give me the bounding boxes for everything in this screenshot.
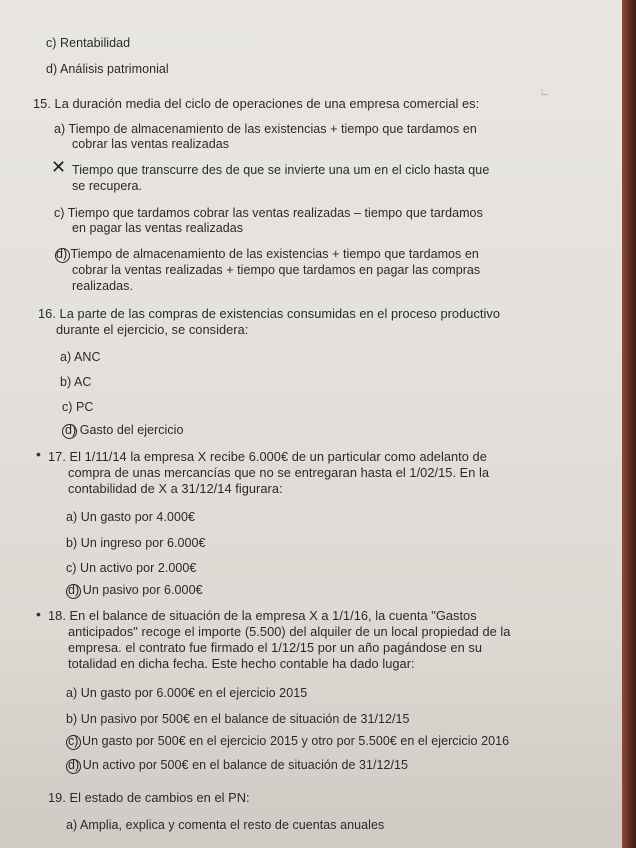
option-16d: d) Gasto del ejercicio (65, 423, 184, 437)
option-15c-line2: en pagar las ventas realizadas (72, 221, 244, 235)
option-15a-line1: a) Tiempo de almacenamiento de las existencias + tiempo que tardamos en (54, 122, 477, 136)
option-17a: a) Un gasto por 4.000€ (66, 510, 195, 524)
option-17c: c) Un activo por 2.000€ (66, 561, 197, 575)
option-15a-line2: cobrar las ventas realizadas (72, 137, 230, 151)
bullet-dot-icon: • (36, 446, 41, 462)
option-16c: c) PC (62, 400, 94, 414)
question-18-line2: anticipados" recoge el importe (5.500) del alquiler de un local propiedad de la (68, 624, 511, 639)
option-18d: d) Un activo por 500€ en el balance de situación de 31/12/15 (68, 758, 409, 772)
question-18-line4: totalidad en dicha fecha. Este hecho contable ha dado lugar: (68, 656, 415, 671)
option-15b-line1: Tiempo que transcurre des de que se invierte una um en el ciclo hasta que (72, 163, 490, 177)
question-17-line3: contabilidad de X a 31/12/14 figurara: (68, 481, 283, 496)
question-18-line3: empresa. el contrato fue firmado el 1/12/15 por un año pagándose en su (68, 640, 482, 655)
option-15d-line3: realizadas. (72, 279, 133, 293)
pencil-mark: ∟ (540, 86, 550, 99)
question-15: 15. La duración media del ciclo de operaciones de una empresa comercial es: (33, 96, 480, 111)
option-17b: b) Un ingreso por 6.000€ (66, 536, 206, 550)
question-18-line1: 18. En el balance de situación de la empresa X a 1/1/16, la cuenta "Gastos (48, 608, 477, 623)
option-18a: a) Un gasto por 6.000€ en el ejercicio 2015 (66, 686, 308, 700)
option-16a: a) ANC (60, 350, 101, 364)
cross-mark-icon: ✕ (51, 157, 67, 177)
question-16-line1: 16. La parte de las compras de existencias consumidas en el proceso productivo (38, 306, 501, 321)
option-14d: d) Análisis patrimonial (46, 62, 169, 76)
option-18c: c) Un gasto por 500€ en el ejercicio 2015 y otro por 5.500€ en el ejercicio 2016 (68, 734, 510, 748)
bullet-dot-icon: • (36, 606, 41, 622)
page-edge (622, 0, 636, 848)
question-16-line2: durante el ejercicio, se considera: (56, 322, 249, 337)
option-17d: d) Un pasivo por 6.000€ (68, 583, 203, 597)
option-19a: a) Amplia, explica y comenta el resto de cuentas anuales (66, 818, 385, 832)
option-15d-line1: d) Tiempo de almacenamiento de las existencias + tiempo que tardamos en (56, 247, 479, 261)
option-15d-line2: cobrar la ventas realizadas + tiempo que tardamos en pagar las compras (72, 263, 481, 277)
option-16b: b) AC (60, 375, 92, 389)
option-18b: b) Un pasivo por 500€ en el balance de situación de 31/12/15 (66, 712, 410, 726)
question-19: 19. El estado de cambios en el PN: (48, 790, 250, 805)
question-17-line2: compra de unas mercancías que no se entregaran hasta el 1/02/15. En la (68, 465, 490, 480)
option-15b-line2: se recupera. (72, 179, 143, 193)
option-14c: c) Rentabilidad (46, 36, 131, 50)
question-17-line1: 17. El 1/11/14 la empresa X recibe 6.000€ de un particular como adelanto de (48, 449, 487, 464)
option-15c-line1: c) Tiempo que tardamos cobrar las ventas realizadas – tiempo que tardamos (54, 206, 483, 220)
